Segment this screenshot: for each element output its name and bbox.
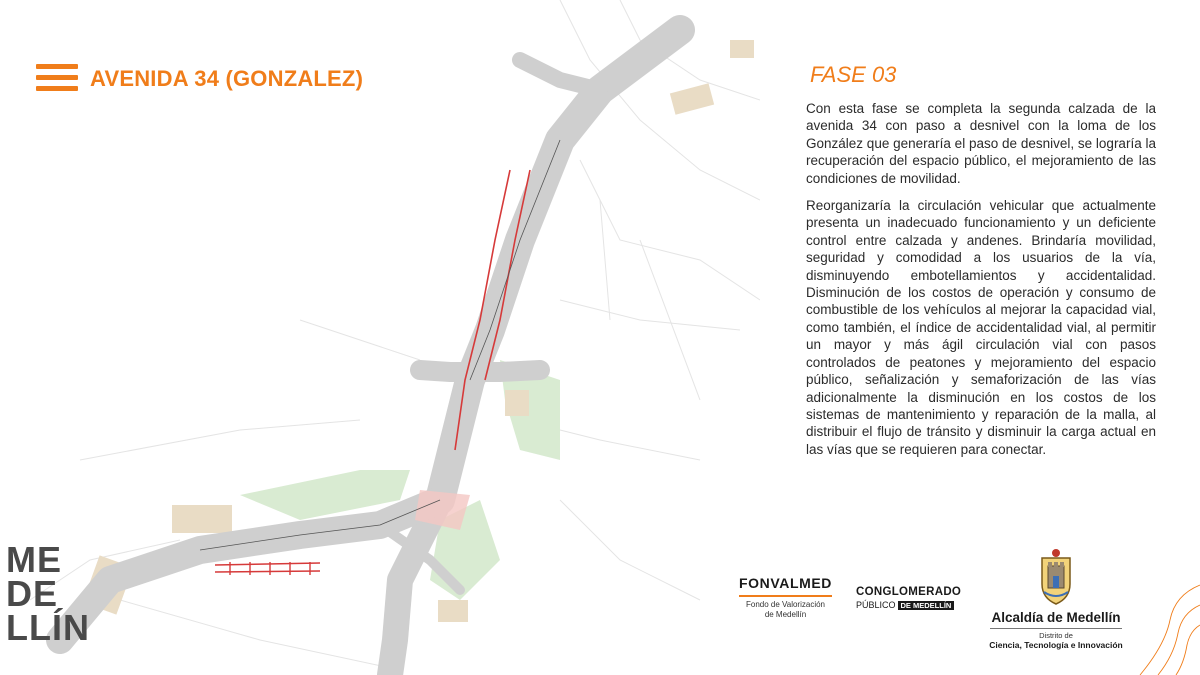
alcaldia-sub-1: Distrito de: [1039, 631, 1073, 640]
alcaldia-logo: [982, 548, 1130, 650]
conglomerado-name: CONGLOMERADO: [856, 586, 962, 598]
description-text: [806, 100, 1156, 468]
medellin-line-1: ME: [6, 539, 62, 580]
medellin-line-2: DE: [6, 573, 59, 614]
medellin-logo: [6, 539, 121, 653]
corner-contour-decoration: [1120, 565, 1200, 675]
conglomerado-sub: [856, 600, 971, 610]
page-title: AVENIDA 34 (GONZALEZ): [90, 66, 364, 91]
fonvalmed-logo: [733, 575, 838, 620]
fonvalmed-divider: [739, 595, 832, 597]
fonvalmed-name: FONVALMED: [738, 575, 833, 591]
description-paragraph-2: Reorganizaría la circulación vehicular que actualmente presenta un inadecuado funcionamiento y un deficiente control entre calzada y andenes. Brindaría movilidad, seguridad y comodidad a los usuarios de la vía, disminuyendo embotellamientos y accidentalidad. Disminución de los costos de operación y consumo de combustible de los vehículos al mejorar la capacidad vial, como también, el índice de accidentalidad vial, al permitir un mayor y más ágil circulación vial con pasos controlados de peatones y mejoramiento del espacio público, señalización y semaforización de las vías adicionalmente la disminución en los costos de los sistemas de mantenimiento y reparación de la malla, al distribuir el flujo de tránsito y disminuir la carga actual en las vías que se requieren para conectar.: [806, 198, 1156, 457]
coat-of-arms-icon: [1036, 548, 1076, 606]
alcaldia-divider: [990, 628, 1122, 629]
alcaldia-name: Alcaldía de Medellín: [991, 610, 1121, 625]
hamburger-menu-icon[interactable]: [36, 64, 78, 96]
conglomerado-tag: DE MEDELLÍN: [898, 601, 955, 610]
fonvalmed-sub-1: Fondo de Valorización: [745, 600, 825, 609]
description-paragraph-1: Con esta fase se completa la segunda calzada de la avenida 34 con paso a desnivel con la loma de los González que generaría el paso de desnivel, se lograría la recuperación del espacio público, el mejoramiento de las condiciones de movilidad.: [806, 101, 1156, 186]
medellin-line-3: LLÍN: [6, 607, 90, 648]
conglomerado-logo: [856, 586, 971, 610]
alcaldia-sub-2: Ciencia, Tecnología e Innovación: [989, 640, 1123, 650]
phase-label: FASE 03: [810, 62, 897, 87]
conglomerado-sub-text: PÚBLICO: [856, 600, 896, 610]
fonvalmed-sub-2: de Medellín: [764, 610, 807, 619]
